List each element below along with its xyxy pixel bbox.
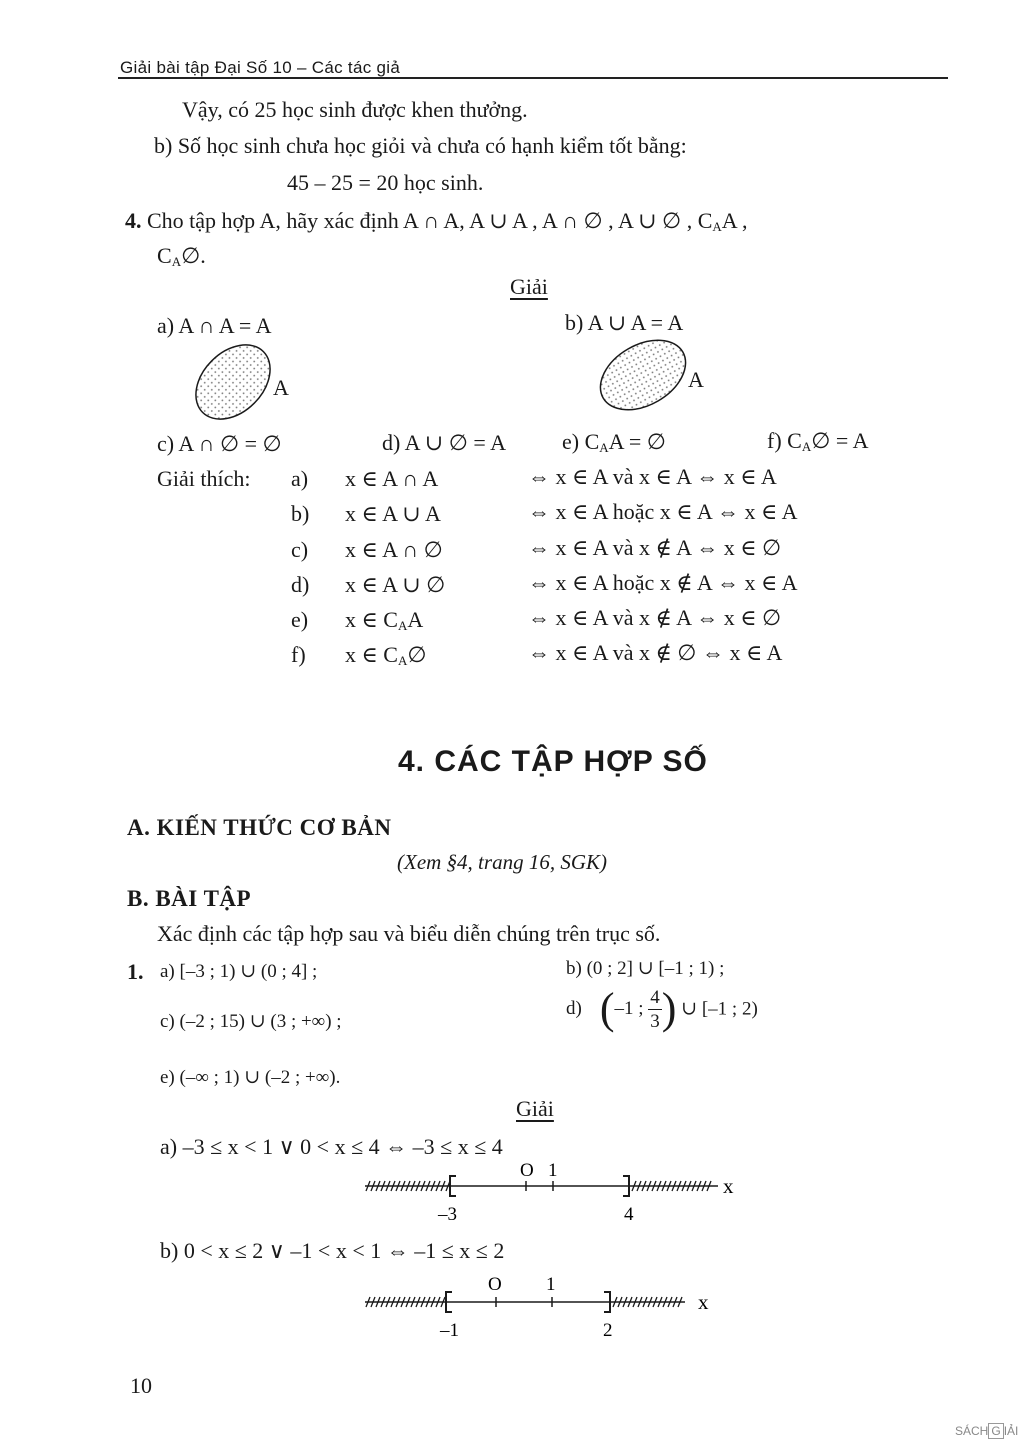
section-title: 4. CÁC TẬP HỢP SỐ — [398, 745, 708, 778]
explanation-row-rhs: ⇔ x ∈ A và x ∉ A ⇔ x ∈ ∅ — [528, 535, 782, 560]
solution-heading: Giải — [516, 1096, 554, 1121]
one-label: 1 — [546, 1274, 556, 1295]
exercise-4-question — [125, 208, 747, 235]
ex1-part-b: b) (0 ; 2] ∪ [–1 ; 1) ; — [566, 958, 725, 979]
page-number: 10 — [130, 1373, 152, 1398]
prev-line-3: 45 – 25 = 20 học sinh. — [287, 170, 484, 195]
prev-line-1: Vậy, có 25 học sinh được khen thưởng. — [182, 97, 528, 122]
ex1-part-a: a) [–3 ; 1) ∪ (0 ; 4] ; — [160, 961, 318, 982]
answer-e: e) $C_AA$ = ∅ — [562, 429, 666, 455]
number-line-a — [360, 1158, 750, 1228]
subscript: A — [712, 219, 722, 234]
exercise-number: 1. — [127, 959, 144, 984]
answer-c: c) A ∩ ∅ = ∅ — [157, 431, 282, 456]
exercise-number: 4. — [125, 208, 142, 233]
ex1-part-d: d) (–1 ; $\frac{4}{3}$ ) ∪ [–1 ; 2) — [566, 984, 758, 1033]
explanation-row-rhs: ⇔ x ∈ A và x ∉ A ⇔ x ∈ ∅ — [528, 605, 782, 630]
answer-a: a) A ∩ A = A — [157, 313, 272, 338]
axis-variable-label: x — [698, 1290, 709, 1314]
right-endpoint-label: 4 — [624, 1204, 634, 1225]
right-endpoint-label: 2 — [603, 1320, 613, 1341]
hatched-region-left — [366, 1181, 450, 1191]
explanation-row-label: e) — [291, 607, 309, 632]
set-label: A — [273, 375, 289, 400]
left-endpoint-label: –3 — [438, 1204, 457, 1225]
part-a-title: A. KIẾN THỨC CƠ BẢN — [127, 815, 392, 840]
part-label: d) — [566, 998, 582, 1019]
origin-label: O — [520, 1160, 534, 1181]
origin-label: O — [488, 1274, 502, 1295]
explanation-row-label: d) — [291, 572, 310, 597]
explanation-row-rhs: ⇔ x ∈ A và x ∈ A ⇔ x ∈ A — [528, 464, 777, 489]
exercise-intro: Xác định các tập hợp sau và biểu diễn chúng trên trục số. — [157, 921, 661, 946]
solution-heading: Giải — [510, 274, 548, 299]
right-paren: ) — [661, 984, 677, 1033]
fraction-4-3: $\frac{4}{3}$ — [650, 986, 660, 1032]
exercise-4-question-cont — [157, 243, 206, 270]
set-label: A — [688, 367, 704, 392]
answer-b: b) A ∪ A = A — [565, 310, 684, 335]
set-a-ellipse — [595, 335, 698, 424]
question-text-end: ∅. — [181, 243, 206, 268]
running-header: Giải bài tập Đại Số 10 – Các tác giả — [120, 58, 401, 77]
solution-a: a) –3 ≤ x < 1 ∨ 0 < x ≤ 4 ⇔ –3 ≤ x ≤ 4 — [160, 1134, 503, 1159]
left-endpoint-label: –1 — [440, 1320, 459, 1341]
explanation-row-lhs: x ∈ $C_A\emptyset$ — [345, 642, 427, 668]
one-label: 1 — [548, 1160, 558, 1181]
explanation-row-lhs: x ∈ A ∪ ∅ — [345, 572, 446, 597]
left-paren: ( — [599, 984, 615, 1033]
explanation-row-lhs: x ∈ A ∪ A — [345, 501, 441, 526]
explanation-row-rhs: ⇔ x ∈ A hoặc x ∈ A ⇔ x ∈ A — [528, 499, 798, 524]
explanation-row-lhs: x ∈ $C_AA$ — [345, 607, 424, 633]
solution-b: b) 0 < x ≤ 2 ∨ –1 < x < 1 ⇔ –1 ≤ x ≤ 2 — [160, 1238, 505, 1263]
venn-diagram-b — [595, 335, 720, 425]
answer-d: d) A ∪ ∅ = A — [382, 430, 506, 455]
part-b-title: B. BÀI TẬP — [127, 886, 252, 911]
part-a-reference: (Xem §4, trang 16, SGK) — [397, 850, 607, 874]
axis-variable-label: x — [723, 1174, 734, 1198]
watermark-logo: SÁCH G IẢI — [955, 1424, 1019, 1438]
explanation-row-rhs: ⇔ x ∈ A và x ∉ ∅ ⇔ x ∈ A — [528, 640, 783, 665]
explanation-row-label: b) — [291, 501, 310, 526]
venn-diagram-a — [185, 340, 305, 430]
explanation-row-label: c) — [291, 537, 309, 562]
explanation-row-rhs: ⇔ x ∈ A hoặc x ∉ A ⇔ x ∈ A — [528, 570, 798, 595]
ex1-part-c: c) (–2 ; 15) ∪ (3 ; +∞) ; — [160, 1011, 342, 1032]
explanation-row-lhs: x ∈ A ∩ A — [345, 466, 439, 491]
ex1-part-e: e) (–∞ ; 1) ∪ (–2 ; +∞). — [160, 1067, 341, 1088]
answer-f: f) $C_A\emptyset = A$ — [767, 428, 869, 454]
set-a-ellipse — [185, 340, 285, 430]
question-text: Cho tập hợp A, hãy xác định A ∩ A, A ∪ A , A ∩ ∅ , A ∪ ∅ , C — [147, 208, 713, 233]
explanation-row-label: f) — [291, 642, 306, 667]
explanation-row-label: a) — [291, 466, 309, 491]
subscript: A — [171, 254, 182, 269]
explanation-row-lhs: x ∈ A ∩ ∅ — [345, 537, 443, 562]
explanation-label: Giải thích: — [157, 466, 251, 491]
number-line-b — [360, 1270, 720, 1342]
question-text: C — [157, 243, 172, 268]
header-rule — [118, 77, 948, 79]
prev-line-2: b) Số học sinh chưa học giỏi và chưa có hạnh kiểm tốt bằng: — [154, 133, 687, 158]
question-text-end: A , — [721, 208, 748, 233]
